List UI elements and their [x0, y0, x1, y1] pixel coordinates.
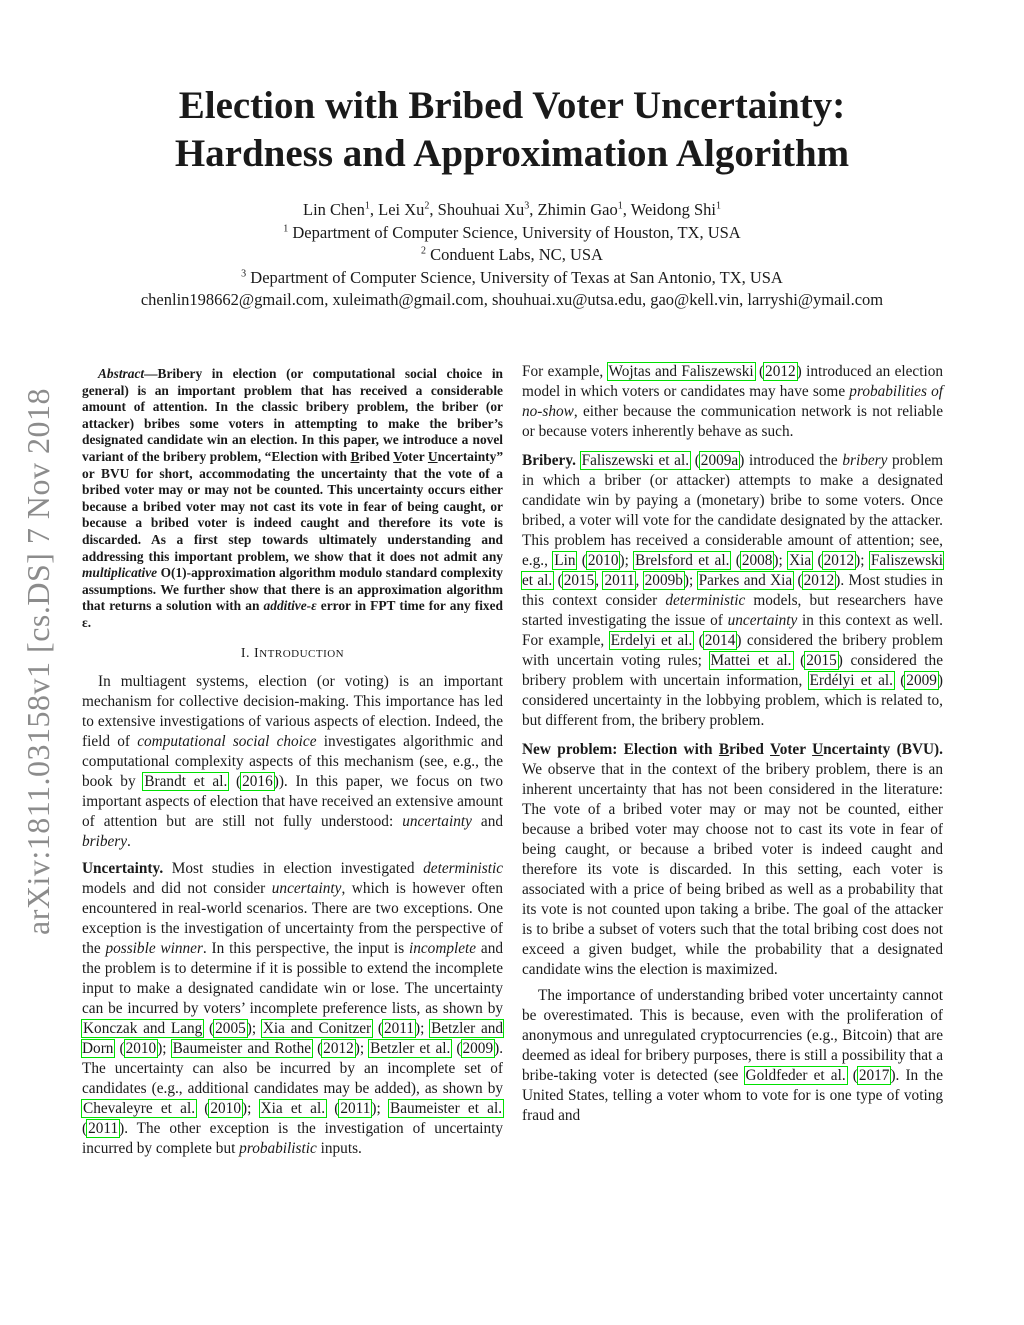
citation-year-link[interactable]: 2011 — [383, 1019, 414, 1037]
citation-link[interactable]: Konczak and Lang — [83, 1019, 203, 1037]
arxiv-stamp: arXiv:1811.03158v1 [cs.DS] 7 Nov 2018 — [20, 387, 56, 935]
citation-year-link[interactable]: 2005 — [215, 1019, 246, 1037]
continued-paragraph: For example, Wojtas and Faliszewski (2012) introduced an election model in which voters or candidates may have some probabilities of no-show, either because the communication network is not reliable or because voters inherently behave as such. — [522, 363, 943, 440]
citation-link[interactable]: Xia and Conitzer — [262, 1019, 372, 1037]
citation-link[interactable]: Faliszewski et al. — [522, 552, 944, 589]
citation-year-link[interactable]: 2009 — [906, 672, 937, 689]
intro-paragraph: In multiagent systems, election (or voting) is an important mechanism for collective decision-making. This importance has led to extensive investigations of various aspects of election. Indeed, the field of computational social choice investigates algorithmic and computational complexity aspects of this mechanism (see, e.g., the book by Brandt et al. (2016)). In this paper, we focus on two important aspects of election that have received an extensive amount of attention but are still not fully understood: uncertainty and bribery. — [82, 672, 503, 850]
author-names: Lin Chen$^1$, Lei Xu$^2$, Shouhuai Xu$^3$, Zhimin Gao$^1$, Weidong Shi$^1$ — [303, 200, 721, 219]
citation-year-link[interactable]: 2009 — [462, 1039, 494, 1057]
citation-link[interactable]: Brandt et al. — [144, 772, 228, 790]
affiliation-2: $^2$ Conduent Labs, NC, USA — [421, 245, 603, 264]
citation-link[interactable]: Betzler et al. — [370, 1039, 451, 1057]
citation-link[interactable]: Faliszewski et al. — [581, 452, 690, 469]
right-column — [522, 362, 943, 1132]
citation-year-link[interactable]: 2010 — [587, 552, 619, 569]
importance-paragraph: The importance of understanding bribed voter uncertainty cannot be overestimated. This is because, even with the proliferation of anonymous and unregulated cryptocurrencies (e.g., Bitcoin) that are deemed as ideal for bribery purposes, there is still a possibility that a bribe-taking voter is detected (see Goldfeder et al. (2017). In the United States, telling a voter whom to vote for is one type of voting fraud and — [522, 987, 943, 1124]
abstract: Abstract—Bribery in election (or computational social choice in general) is an important problem that has received a considerable amount of attention. In the classic bribery problem, the briber (or attacker) bribes some voters in attempting to make the briber’s designated candidate win an election. In this paper, we introduce a novel variant of the bribery problem, “Election with Bribed Voter Uncertainty” or BVU for short, accommodating the uncertainty that the vote of a bribed voter may or may not be counted. This uncertainty occurs either because a bribed voter may not cast its vote in fear of being caught, or because a bribed voter is indeed caught and therefore its vote is discarded. As a first step towards ultimately understanding and addressing this important problem, we show that it does not admit any multiplicative O(1)-approximation algorithm modulo standard complexity assumptions. We further show that there is an approximation algorithm that returns a solution with an additive-ε error in FPT time for any fixed ε. — [82, 366, 504, 630]
citation-year-link[interactable]: 2012 — [765, 363, 796, 380]
author-block — [0, 199, 1024, 312]
citation-year-link[interactable]: 2012 — [823, 552, 855, 569]
citation-link[interactable]: Betzler and Dorn — [82, 1019, 504, 1057]
bribery-paragraph: Bribery. Faliszewski et al. (2009a) introduced the bribery problem in which a briber (or attacker) attempts to make a designated candidate win by paying a (monetary) bribe to some voters. Once bribed, a voter will vote for the candidate designated by the attacker. This problem has received a considerable amount of attention; see, e.g., Lin (2010); Brelsford et al. (2008); Xia (2012); Faliszewski et al. (2015, 2011, 2009b); Parkes and Xia (2012). Most studies in this context consider deterministic models, but researchers have started investigating the issue of uncertainty in this context as well. For example, Erdelyi et al. (2014) considered the bribery problem with uncertain voting rules; Mattei et al. (2015) considered the bribery problem with uncertain information, Erdélyi et al. (2009) considered uncertainty in the lobbying problem, which is related to, but different from, the bribery problem. — [522, 452, 944, 729]
citation-link[interactable]: Brelsford et al. — [635, 552, 730, 569]
citation-year-link[interactable]: 2012 — [323, 1039, 354, 1057]
affiliation-1: $^1$ Department of Computer Science, University of Houston, TX, USA — [283, 222, 741, 242]
citation-link[interactable]: Mattei et al. — [710, 652, 792, 669]
affiliation-3: $^3$ Department of Computer Science, University of Texas at San Antonio, TX, USA — [241, 267, 783, 287]
citation-year-link[interactable]: 2009a — [700, 452, 739, 469]
citation-year-link[interactable]: 2010 — [125, 1039, 157, 1057]
citation-link[interactable]: Erdelyi et al. — [610, 632, 693, 649]
new-problem-paragraph: New problem: Election with Bribed Voter Uncertainty (BVU). We observe that in the context of the bribery problem, there is an inherent uncertainty that has not been considered in the literature: The vote of a bribed voter may or may not be counted, either because a bribed voter may choose not to cast its vote in fear of being caught, or because a bribed voter is indeed caught and therefore its vote is discarded. In this setting, each voter is associated with a price of being bribed as well as a probability that its vote is not counted upon taking a bribe. The goal of the attacker is to bribe a subset of voters such that the total bribing cost does not exceed a given budget, while the probability that a designated candidate wins the election is maximized. — [522, 741, 943, 978]
citation-year-link[interactable]: 2015 — [563, 572, 595, 589]
citation-link[interactable]: Xia et al. — [260, 1099, 326, 1117]
citation-year-link[interactable]: 2014 — [704, 632, 736, 649]
citation-link[interactable]: Baumeister et al. — [390, 1099, 503, 1117]
citation-link[interactable]: Chevaleyre et al. — [83, 1099, 196, 1117]
citation-year-link[interactable]: 2017 — [858, 1067, 890, 1084]
section-heading-introduction: I. INTRODUCTION — [240, 645, 345, 661]
title-line-2: Hardness and Approximation Algorithm — [174, 132, 850, 175]
uncertainty-paragraph: Uncertainty. Most studies in election investigated deterministic models and did not consider uncertainty, which is however often encountered in real-world scenarios. There are two exceptions. One exception is the investigation of uncertainty from the perspective of the possible winner. In this perspective, the input is incomplete and the problem is to determine if it is possible to extend the incomplete input to make a designated candidate win or lose. The uncertainty can be incurred by voters’ incomplete preference lists, as shown by Konczak and Lang (2005); Xia and Conitzer (2011); Betzler and Dorn (2010); Baumeister and Rothe (2012); Betzler et al. (2009). The uncertainty can also be incurred by an incomplete set of candidates (e.g., additional candidates may be added), as shown by Chevaleyre et al. (2010); Xia et al. (2011); Baumeister et al. (2011). The other exception is the investigation of uncertainty incurred by complete but probabilistic inputs. — [82, 859, 504, 1157]
citation-year-link[interactable]: 2010 — [210, 1099, 241, 1117]
left-column — [82, 362, 503, 1166]
citation-link[interactable]: Xia — [789, 552, 812, 569]
citation-year-link[interactable]: 2009b — [644, 572, 683, 589]
citation-year-link[interactable]: 2011 — [88, 1119, 119, 1137]
paper-title — [0, 82, 1024, 178]
citation-year-link[interactable]: 2015 — [806, 652, 837, 669]
citation-year-link[interactable]: 2016 — [242, 772, 273, 790]
citation-link[interactable]: Goldfeder et al. — [745, 1067, 846, 1084]
citation-year-link[interactable]: 2012 — [803, 572, 835, 589]
citation-year-link[interactable]: 2008 — [741, 552, 773, 569]
author-emails: chenlin198662@gmail.com, xuleimath@gmail.com, shouhuai.xu@utsa.edu, gao@kell.vin, larryshi@ymail.com — [140, 290, 884, 309]
citation-link[interactable]: Lin — [554, 552, 576, 569]
citation-year-link[interactable]: 2011 — [604, 572, 635, 589]
citation-year-link[interactable]: 2011 — [340, 1099, 371, 1117]
citation-link[interactable]: Erdélyi et al. — [809, 672, 893, 689]
citation-link[interactable]: Wojtas and Faliszewski — [608, 363, 754, 380]
title-line-1: Election with Bribed Voter Uncertainty: — [178, 84, 846, 127]
citation-link[interactable]: Parkes and Xia — [698, 572, 793, 589]
citation-link[interactable]: Baumeister and Rothe — [172, 1039, 312, 1057]
